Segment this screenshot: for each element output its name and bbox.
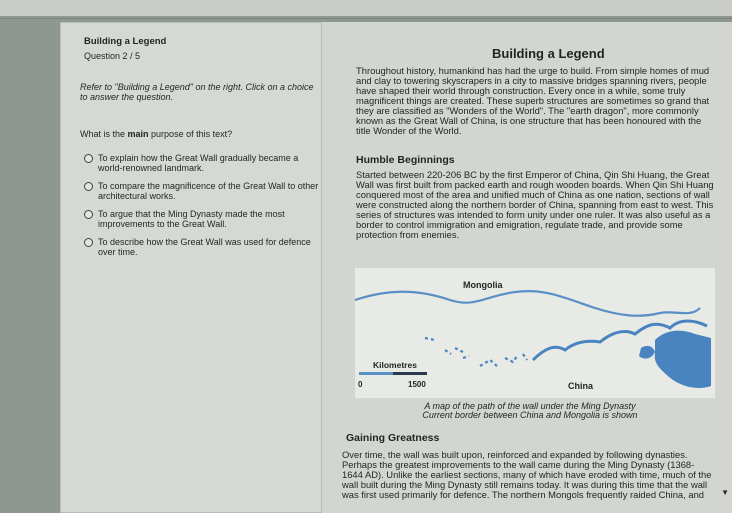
map-caption-line-2: Current border between China and Mongolia is shown — [422, 410, 638, 420]
scale-title: Kilometres — [373, 360, 417, 370]
map-drawing — [355, 268, 715, 398]
wall-region-east — [655, 331, 711, 388]
question-panel — [60, 22, 322, 513]
article-intro: Throughout history, humankind has had the urge to build. From simple homes of mud and clay to towering skyscrapers in a city to massive bridges spanning rivers, people have shaped their world through construction. Every once in a while, some truly magnificent things are created. These superb structures are sometimes so grand that they are classified as "Wonders of the World". The "earth dragon", more commonly known as the Great Wall of China, is one structure that has been honoured with the title Wonder of the World. — [356, 65, 710, 136]
section-text-gaining-greatness: Over time, the wall was built upon, reinforced and expanded by following dynasties. Perhaps the greatest improvements to the wall came during the Ming Dynasty (1368-1644 AD). Unlike the earliest sections, many of which have eroded with time, much of the wall built during the Ming Dynasty still remains today. It was during this time that the wall was first used primarily for defence. The northern Mongols frequently raided China, and — [342, 449, 712, 500]
answer-option-1[interactable] — [80, 153, 320, 173]
scroll-down-icon[interactable]: ▼ — [721, 488, 729, 497]
section-heading-gaining-greatness: Gaining Greatness — [346, 432, 440, 444]
scale-bar-segment — [359, 372, 393, 375]
radio-button-icon[interactable] — [84, 182, 93, 191]
map-label-china: China — [568, 381, 594, 391]
answer-option-label: To compare the magnificence of the Great Wall to other architectural works. — [98, 181, 319, 201]
quiz-title: Building a Legend — [84, 36, 167, 47]
radio-button-icon[interactable] — [84, 210, 93, 219]
article-title: Building a Legend — [492, 46, 605, 61]
section-text-humble-beginnings: Started between 220-206 BC by the first Emperor of China, Qin Shi Huang, the Great Wall was first built from packed earth and rough wooden boards. When Qin Shi Huang conquered most of the area and unified much of China as one nation, sections of wall were constructed along the northern border of China, spanning from east to west. This series of structures was intended to form unity under one ruler. It was also useful as a border to control immigration and emigration, regulate trade, and provide some protection from enemies. — [356, 169, 714, 240]
scale-end-label: 1500 — [408, 380, 426, 389]
scale-start-label: 0 — [358, 380, 363, 389]
answer-option-label: To explain how the Great Wall gradually became a world-renowned landmark. — [98, 153, 299, 173]
prompt-emphasis: main — [127, 129, 149, 139]
radio-button-icon[interactable] — [84, 238, 93, 247]
radio-button-icon[interactable] — [84, 154, 93, 163]
question-progress: Question 2 / 5 — [84, 51, 141, 61]
great-wall-map — [355, 268, 715, 398]
instruction-text: Refer to "Building a Legend" on the right. Click on a choice to answer the question. — [80, 82, 314, 102]
answer-options — [80, 153, 320, 265]
map-caption-line-1: A map of the path of the wall under the Ming Dynasty — [424, 401, 636, 411]
question-prompt — [80, 129, 316, 139]
wall-path-west — [425, 338, 527, 366]
answer-option-3[interactable] — [80, 209, 320, 229]
top-bar — [0, 0, 732, 16]
answer-option-2[interactable] — [80, 181, 320, 201]
map-label-mongolia: Mongolia — [463, 280, 503, 290]
prompt-pre: What is the — [80, 129, 128, 139]
wall-region-small — [639, 346, 655, 359]
top-divider — [0, 18, 732, 19]
answer-option-4[interactable] — [80, 237, 320, 257]
section-heading-humble-beginnings: Humble Beginnings — [356, 154, 455, 166]
prompt-post: purpose of this text? — [148, 129, 233, 139]
china-mongolia-border — [355, 291, 700, 316]
answer-option-label: To argue that the Ming Dynasty made the most improvements to the Great Wall. — [98, 209, 285, 229]
answer-option-label: To describe how the Great Wall was used for defence over time. — [98, 237, 311, 257]
